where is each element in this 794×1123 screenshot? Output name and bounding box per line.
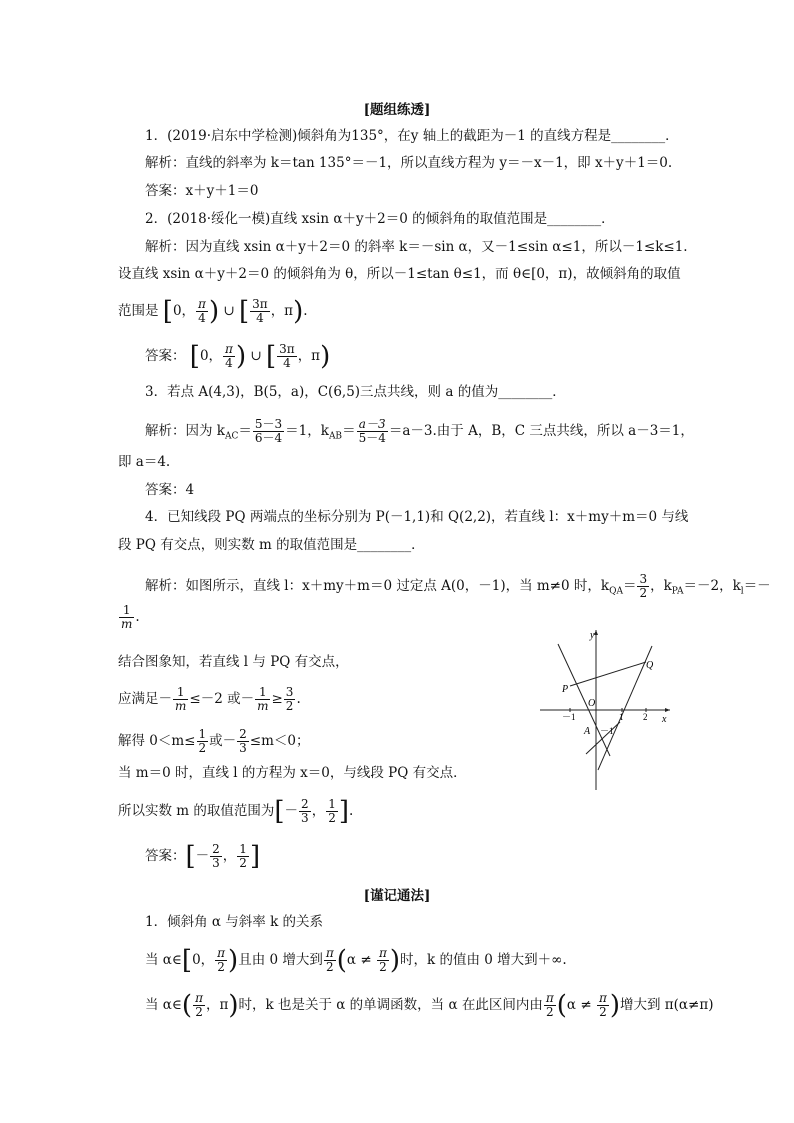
q4-range: 所以实数 m 的取值范围为[－ $\frac{2}{3}$ ， $\frac{1}{2}$ ]. <box>118 796 354 827</box>
q3-frac-ab: $\frac{a-3}{5-4}$ <box>358 417 386 445</box>
q4-m-zero: 当 m＝0 时，直线 l 的方程为 x＝0，与线段 PQ 有交点． <box>118 765 467 781</box>
q3-answer: 答案：4 <box>145 482 195 498</box>
y-axis-arrow <box>594 630 598 635</box>
label-x: x <box>662 714 667 725</box>
section-title-practice: [题组练透] <box>363 102 431 118</box>
x-axis-arrow <box>665 708 670 712</box>
rule-title: 1．倾斜角 α 与斜率 k 的关系 <box>145 914 324 930</box>
q1-analysis: 解析：直线的斜率为 k＝tan 135°＝－1，所以直线方程为 y＝－x－1，即 x＋y＋1＝0. <box>145 155 673 171</box>
q2-analysis-line1: 解析：因为直线 xsin α＋y＋2＝0 的斜率 k＝－sin α，又－1≤sin α≤1，所以－1≤k≤1. <box>145 239 688 255</box>
coordinate-diagram <box>536 624 676 794</box>
q4-frac-1-m: $\frac{1}{m}$ <box>121 603 133 631</box>
q3-analysis-line2: 即 a＝4. <box>118 454 171 470</box>
rule-line2: 当 α∈( $\frac{\pi}{2}$ ，π)时，k 也是关于 α 的单调函数，当 α 在此区间内由 $\frac{\pi}{2}$ (α ≠ $\frac{\pi}{2}$ )增大到 π(α≠π) <box>145 990 714 1021</box>
q4-stem-line2: 段 PQ 有交点，则实数 m 的取值范围是________． <box>118 537 425 553</box>
q4-should: 应满足－ $\frac{1}{m}$ ≤－2 或－ $\frac{1}{m}$ ≥ $\frac{3}{2}$ . <box>118 685 301 713</box>
tick-label-2: 2 <box>643 712 648 722</box>
q3-frac-ac: $\frac{5-3}{6-4}$ <box>254 417 283 445</box>
rule-line1: 当 α∈[0， $\frac{\pi}{2}$ )且由 0 增大到 $\frac{\pi}{2}$ (α ≠ $\frac{\pi}{2}$ )时，k 的值由 0 增大到＋∞. <box>145 945 567 976</box>
q4-analysis-line1: 解析：如图所示，直线 l：x＋my＋m＝0 过定点 A(0，－1)，当 m≠0 时，$k_{QA}=$ $\frac{3}{2}$ ，$k_{PA}=-2$，$k_l=-$ <box>145 572 771 600</box>
tick-label-y-neg1: －1 <box>600 726 614 736</box>
q3-analysis: 解析：因为 $k_{AC}=$ $\frac{5-3}{6-4}$ ＝1，$k_{AB}=$ $\frac{a-3}{5-4}$ ＝a－3.由于 A，B，C 三点共线，所以 a－3＝1， <box>145 417 694 445</box>
q2-union: ∪ <box>223 303 235 319</box>
q2-frac-pi4: $\frac{\pi}{4}$ <box>198 297 206 325</box>
label-y: y <box>590 630 595 641</box>
q2-range-prefix: 范围是 <box>118 303 159 319</box>
q2-analysis-line2: 设直线 xsin α＋y＋2＝0 的倾斜角为 θ，所以－1≤tan θ≤1，而 θ∈[0，π)，故倾斜角的取值 <box>118 266 681 282</box>
label-p: P <box>562 684 569 695</box>
q1-answer: 答案：x＋y＋1＝0 <box>145 183 259 199</box>
label-q: Q <box>646 660 654 671</box>
q2-answer-frac-pi4: $\frac{\pi}{4}$ <box>225 342 233 370</box>
q4-solve: 解得 0＜m≤ $\frac{1}{2}$ 或－ $\frac{2}{3}$ ≤m＜0； <box>118 727 310 755</box>
q4-combine: 结合图象知，若直线 l 与 PQ 有交点， <box>118 654 349 670</box>
q4-answer: 答案：[－ $\frac{2}{3}$ ， $\frac{1}{2}$ ] <box>145 841 261 872</box>
line-qa <box>598 646 652 770</box>
q3-stem: 3．若点 A(4,3)，B(5，a)，C(6,5)三点共线，则 a 的值为________． <box>145 384 566 400</box>
q2-stem: 2．(2018·绥化一模)直线 xsin α＋y＋2＝0 的倾斜角的取值范围是________． <box>145 211 615 227</box>
q4-stem-line1: 4．已知线段 PQ 两端点的坐标分别为 P(－1,1)和 Q(2,2)，若直线 l：x＋my＋m＝0 与线 <box>145 509 689 525</box>
label-o: O <box>588 698 596 709</box>
q4-analysis-line1-cont: $\frac{1}{m}$ . <box>121 603 140 631</box>
q2-answer: 答案： [0， $\frac{\pi}{4}$ ) ∪ [ $\frac{3\pi}{4}$ ，π) <box>145 341 331 372</box>
q2-frac-3pi4: $\frac{3\pi}{4}$ <box>252 297 268 325</box>
q2-answer-frac-3pi4: $\frac{3\pi}{4}$ <box>279 342 295 370</box>
tick-label-neg1: －1 <box>562 712 576 722</box>
q2-analysis-line3: 范围是 [0， $\frac{\pi}{4}$ ) ∪ [ $\frac{3\pi}{4}$ ，π). <box>118 296 308 327</box>
q4-frac-3-2: $\frac{3}{2}$ <box>639 572 648 600</box>
segment-pq <box>570 662 646 686</box>
tick-label-1: 1 <box>619 712 624 722</box>
q2-interval-start: 0， <box>172 303 196 319</box>
label-a: A <box>584 726 591 737</box>
section-title-methods: [谨记通法] <box>363 888 431 904</box>
q1-stem: 1．(2019·启东中学检测)倾斜角为135°，在y 轴上的截距为－1 的直线方程是________． <box>145 128 679 144</box>
